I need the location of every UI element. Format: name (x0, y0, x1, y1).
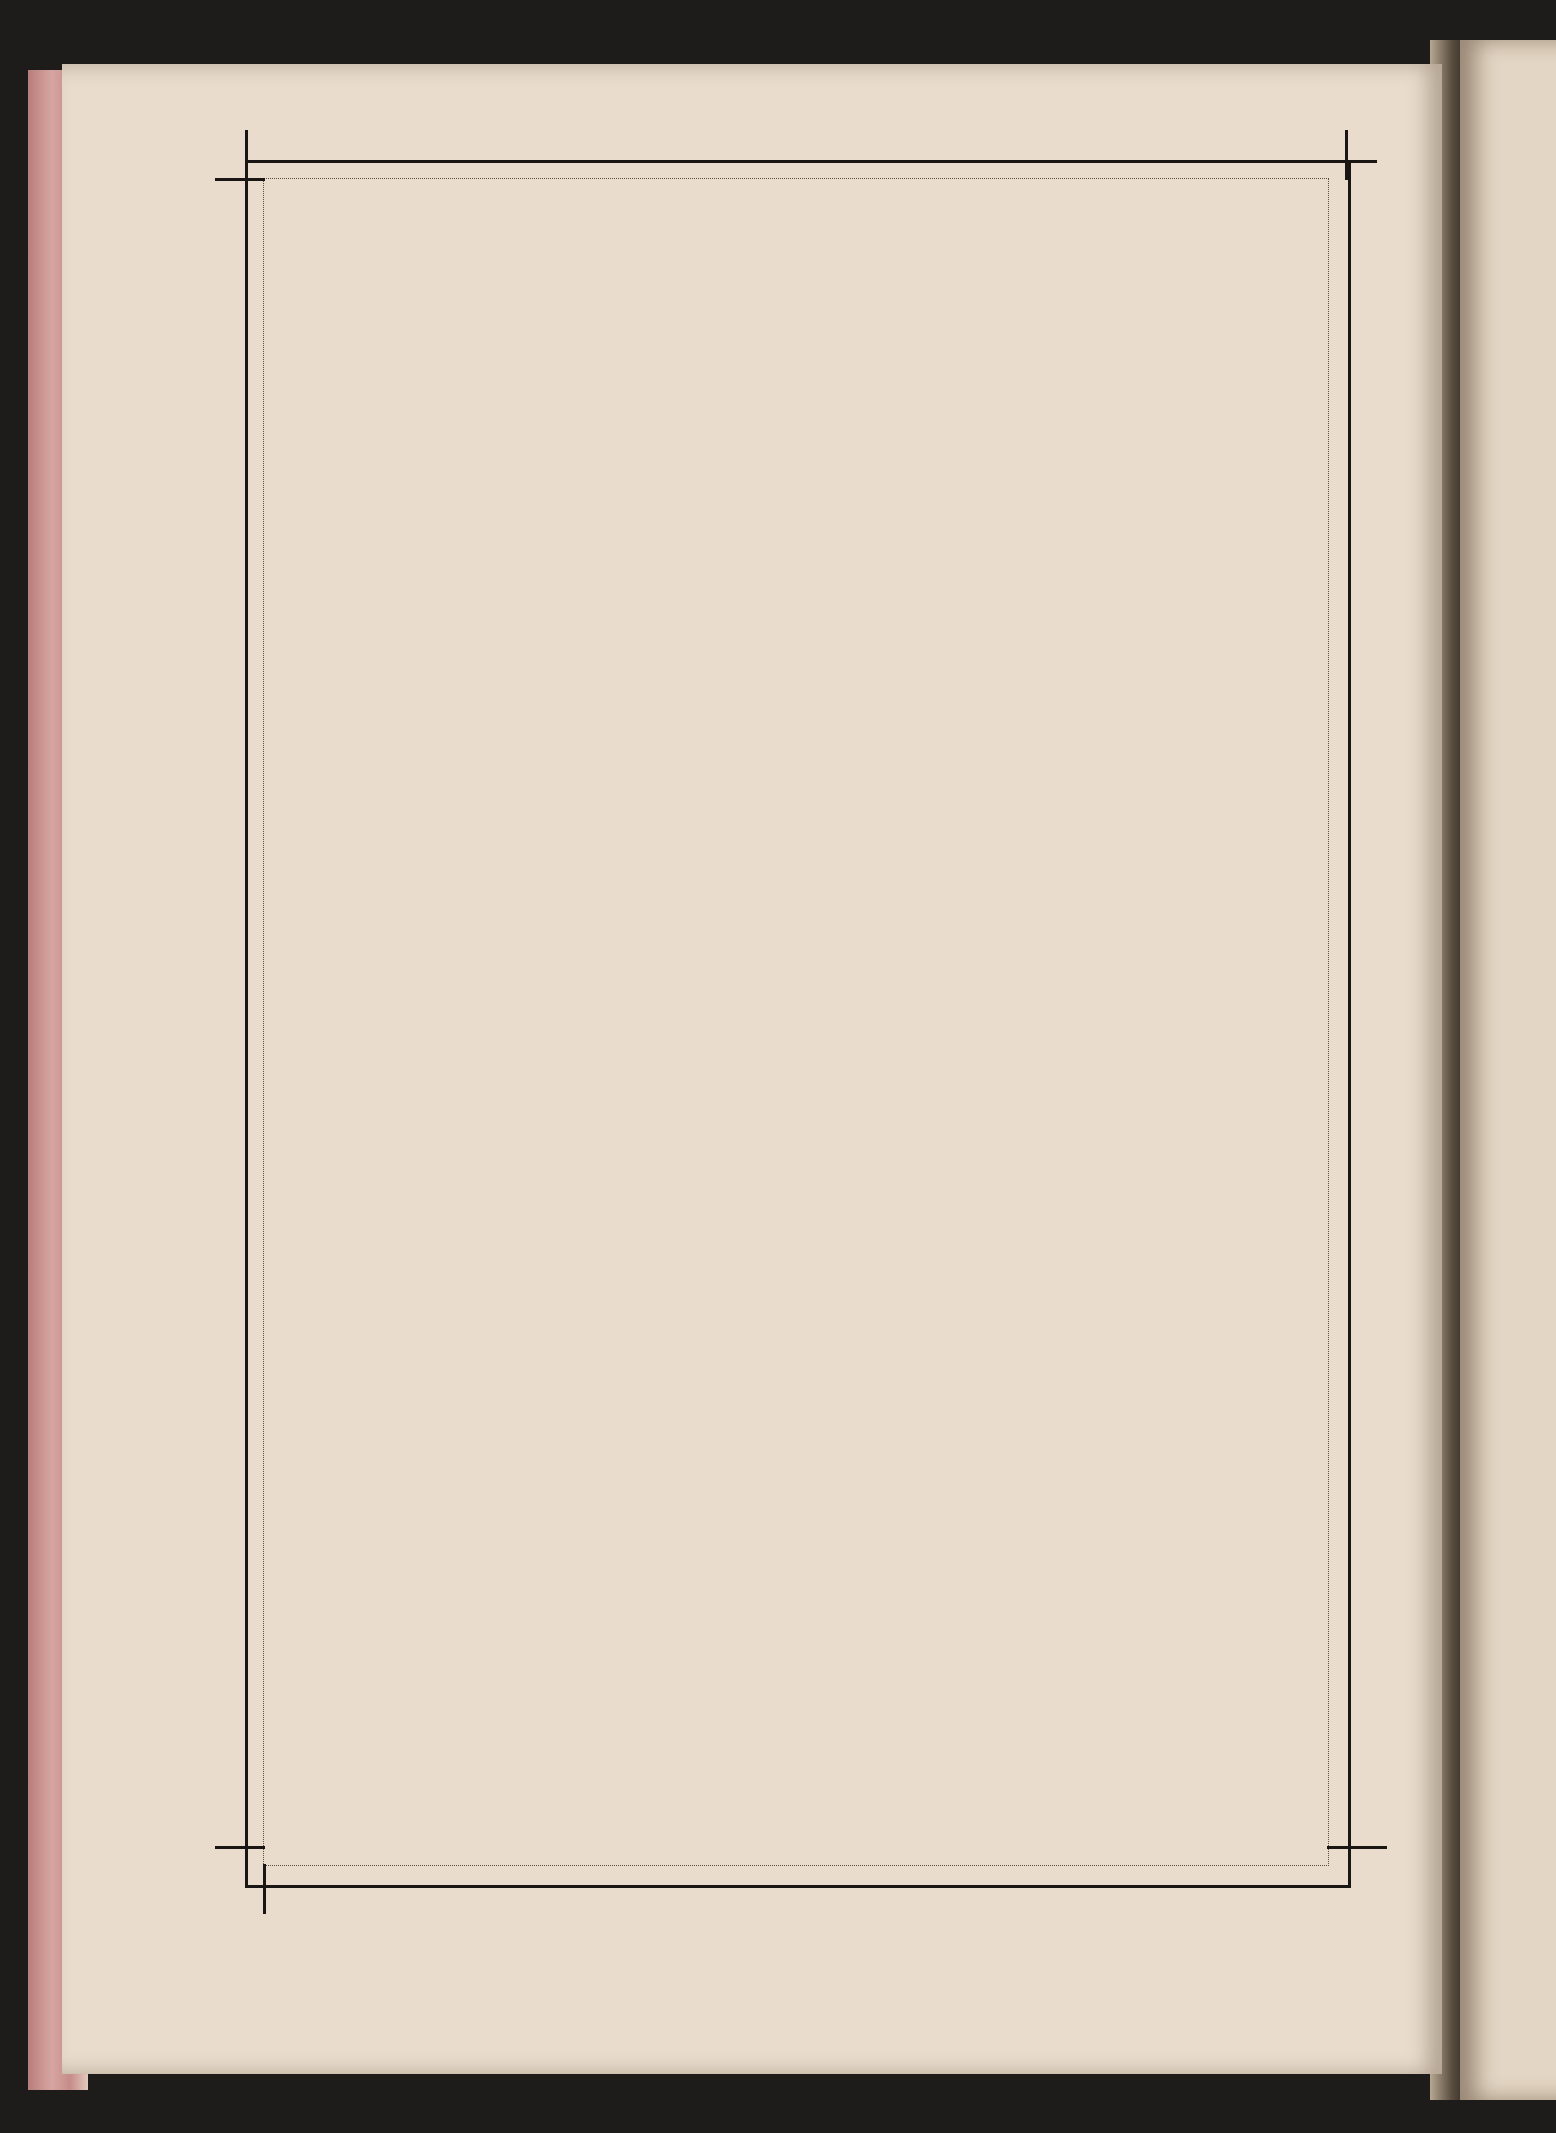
frame-tick (263, 1864, 266, 1914)
right-page (1460, 40, 1556, 2100)
frame-tick (215, 178, 265, 181)
frame-tick (1327, 160, 1377, 163)
page-frame-inner (263, 178, 1329, 1866)
frame-tick (215, 1846, 265, 1849)
page-text (300, 230, 1300, 270)
frame-tick (1327, 1846, 1387, 1849)
frame-tick (1345, 130, 1348, 180)
frame-tick (245, 130, 248, 550)
